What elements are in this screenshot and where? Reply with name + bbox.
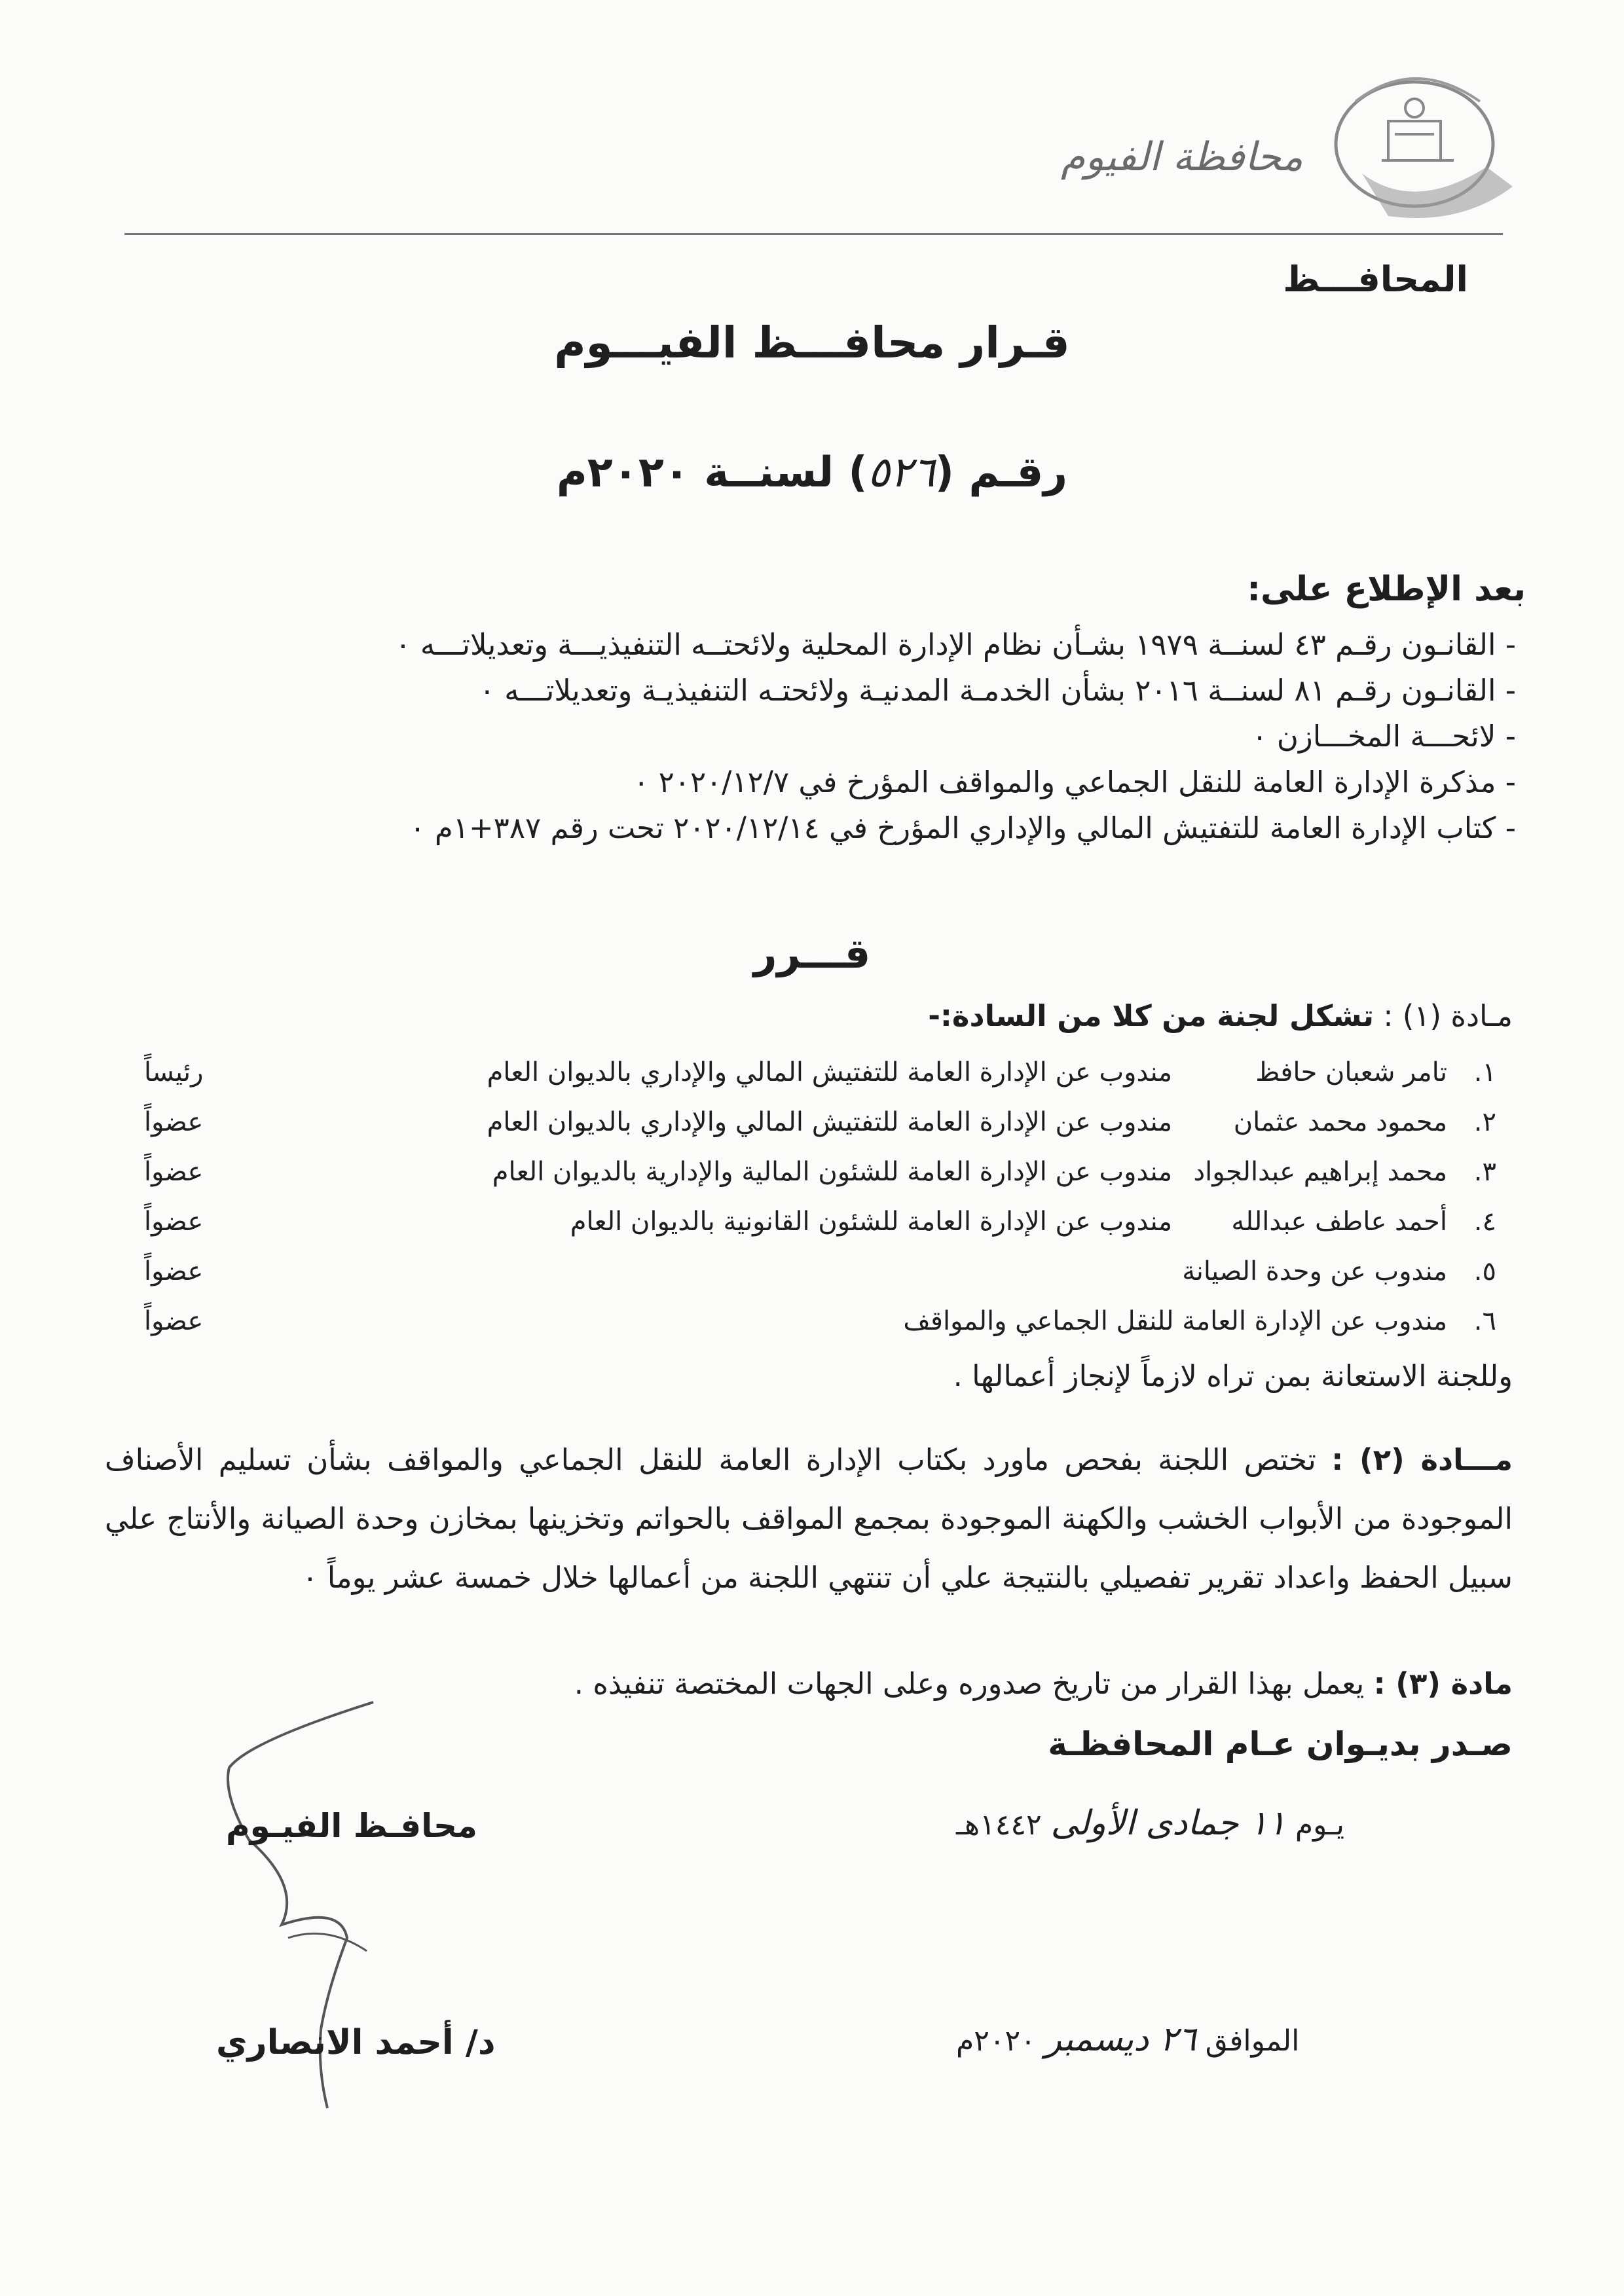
governorate-emblem-icon [1316, 62, 1539, 226]
article1-heading [928, 998, 1513, 1033]
decision-number-value: ٥٢٦ [867, 448, 935, 497]
preamble-item: - القانـون رقـم ٤٣ لسنــة ١٩٧٩ بشـأن نظام الإدارة المحلية ولائحتــه التنفيذيـــة وتعديلاتـــه ٠ [395, 627, 1516, 662]
article3-text: يعمل بهذا القرار من تاريخ صدوره وعلى الجهات المختصة تنفيذه . [574, 1666, 1365, 1701]
table-row [144, 1296, 1496, 1346]
decision-heading: قـــرر [753, 930, 871, 977]
preamble-item: - كتاب الإدارة العامة للتفتيش المالي والإداري المؤرخ في ٢٠٢٠/١٢/١٤ تحت رقم ٣٨٧+١م ٠ [409, 811, 1516, 845]
member-number: ٣. [1473, 1157, 1496, 1187]
member-number: ٦. [1473, 1306, 1496, 1336]
decision-title: قـرار محافـــظ الفيـــوم [554, 318, 1070, 368]
article2-text: تختص اللجنة بفحص ماورد بكتاب الإدارة العامة للنقل الجماعي والمواقف بشأن تسليم الأصناف الموجودة من الأبواب الخشب والكهنة الموجودة بمجمع المواقف بالحواتم وتخزينها بمخازن وحدة الصيانة والأنتاج علي سبيل الحفظ واعداد تقرير تفصيلي بالنتيجة علي أن تنتهي اللجنة من أعمالها خلال خمسة عشر يوماً ٠ [105, 1442, 1513, 1595]
member-role: عضواً [144, 1256, 204, 1286]
date-gregorian-year: ٢٠٢٠م [956, 2024, 1036, 2058]
member-representation: مندوب عن الإدارة العامة للشئون المالية والإدارية بالديوان العام [492, 1157, 1172, 1187]
preamble-item: - مذكرة الإدارة العامة للنقل الجماعي والمواقف المؤرخ في ٢٠٢٠/١٢/٧ ٠ [633, 765, 1516, 799]
member-name: مندوب عن الإدارة العامة للنقل الجماعي والمواقف [903, 1306, 1447, 1336]
date-hijri-day: ١١ جمادى الأولى [1050, 1804, 1286, 1843]
date-hijri-year: ١٤٤٢هـ [956, 1808, 1042, 1842]
article3-label: مادة (٣) : [1373, 1666, 1513, 1701]
decision-number [0, 448, 1624, 497]
preamble-item: - لائحـــة المخـــازن ٠ [1251, 719, 1516, 754]
member-representation: مندوب عن الإدارة العامة للتفتيش المالي والإداري بالديوان العام [487, 1107, 1172, 1137]
member-role: رئيساً [144, 1057, 204, 1087]
member-role: عضواً [144, 1107, 204, 1137]
member-number: ٢. [1473, 1107, 1496, 1137]
table-row [144, 1048, 1496, 1097]
decision-number-suffix: ) لسنــة ٢٠٢٠م [556, 448, 868, 497]
date-hijri [956, 1804, 1344, 1843]
date-gregorian-day: ٢٦ ديسمبر [1044, 2020, 1196, 2059]
member-name: محمد إبراهيم عبدالجواد [1193, 1157, 1447, 1187]
member-number: ١. [1473, 1057, 1496, 1087]
member-name: مندوب عن وحدة الصيانة [1182, 1256, 1447, 1286]
member-number: ٥. [1473, 1256, 1496, 1286]
article1-label: مـادة (١) : [1383, 998, 1513, 1033]
decision-number-prefix: رقـم ( [934, 448, 1068, 497]
member-representation: مندوب عن الإدارة العامة للشئون القانونية بالديوان العام [570, 1207, 1172, 1237]
article2 [105, 1430, 1513, 1607]
signatory-title: محافـظ الفيـوم [226, 1807, 477, 1845]
issued-statement: صـدر بديـوان عـام المحافظـة [1048, 1725, 1513, 1763]
table-row [144, 1247, 1496, 1296]
member-role: عضواً [144, 1306, 204, 1336]
member-name: محمود محمد عثمان [1233, 1107, 1447, 1137]
governorate-name: محافظة الفيوم [1061, 134, 1303, 180]
member-role: عضواً [144, 1207, 204, 1237]
date-gregorian [956, 2020, 1299, 2059]
date-hijri-prefix: يـوم [1295, 1808, 1344, 1842]
preamble-item: - القانـون رقـم ٨١ لسنــة ٢٠١٦ بشأن الخدمـة المدنيـة ولائحتـه التنفيذيـة وتعديلاتـــه ٠ [479, 673, 1516, 708]
header-divider [124, 233, 1503, 235]
article3 [574, 1666, 1513, 1701]
office-title: المحافـــظ [1283, 259, 1468, 300]
article2-label: مـــادة (٢) : [1331, 1442, 1513, 1477]
member-number: ٤. [1473, 1207, 1496, 1237]
table-row [144, 1197, 1496, 1247]
date-gregorian-prefix: الموافق [1205, 2024, 1300, 2058]
member-role: عضواً [144, 1157, 204, 1187]
member-name: أحمد عاطف عبدالله [1231, 1207, 1447, 1237]
article1-heading-text: تشكل لجنة من كلا من السادة:- [928, 998, 1374, 1033]
committee-note: وللجنة الاستعانة بمن تراه لازماً لإنجاز أعمالها . [953, 1358, 1513, 1393]
signatory-name: د/ أحمد الانصاري [216, 2023, 496, 2062]
member-name: تامر شعبان حافظ [1255, 1057, 1447, 1087]
member-representation: مندوب عن الإدارة العامة للتفتيش المالي والإداري بالديوان العام [487, 1057, 1172, 1087]
table-row [144, 1097, 1496, 1147]
table-row [144, 1147, 1496, 1197]
preamble-heading: بعد الإطلاع على: [1247, 570, 1526, 609]
committee-members-table [144, 1048, 1496, 1346]
preamble-list [395, 622, 1516, 851]
